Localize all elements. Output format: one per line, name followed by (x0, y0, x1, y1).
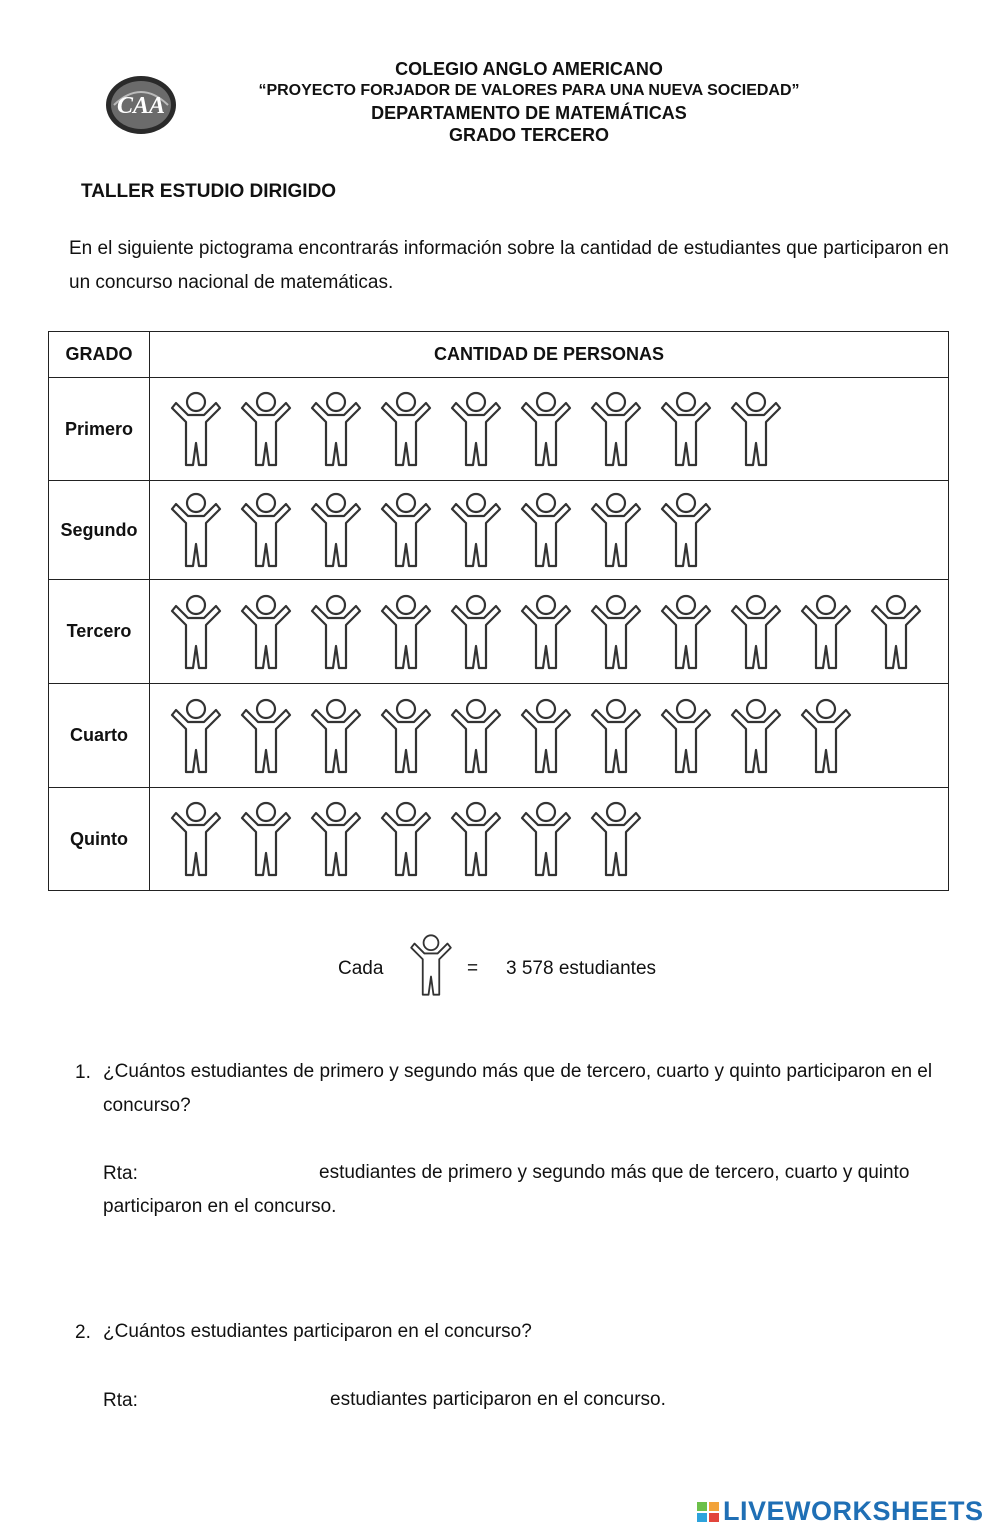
person-icon (518, 696, 574, 776)
workshop-title: TALLER ESTUDIO DIRIGIDO (81, 181, 337, 202)
person-icon (448, 490, 504, 570)
answer-text: estudiantes de primero y segundo más que de tercero, cuarto y quinto (319, 1162, 910, 1183)
person-icon (518, 389, 574, 469)
question-text: ¿Cuántos estudiantes participaron en el concurso? (103, 1321, 532, 1342)
person-icon (308, 490, 364, 570)
person-icon (658, 696, 714, 776)
person-icon (868, 592, 924, 672)
answer-text: estudiantes participaron en el concurso. (330, 1389, 666, 1410)
table-header-row (49, 332, 949, 378)
brand-name: LIVEWORKSHEETS (723, 1496, 984, 1526)
legend-equals: = (467, 958, 479, 979)
table-row (49, 788, 949, 891)
person-icon (518, 799, 574, 879)
person-icon (448, 799, 504, 879)
icons-cell (150, 684, 949, 788)
brand-mark-icon (697, 1500, 721, 1524)
department-name: DEPARTAMENTO DE MATEMÁTICAS (371, 103, 687, 123)
person-icon (448, 389, 504, 469)
icons-cell (150, 481, 949, 580)
icons-cell (150, 788, 949, 891)
person-icon (168, 389, 224, 469)
grade-label: Cuarto (49, 684, 150, 788)
person-icon (168, 696, 224, 776)
header-grade: GRADO (49, 332, 150, 378)
grade-label: Tercero (49, 580, 150, 684)
document-header (0, 58, 1000, 146)
person-icon (588, 592, 644, 672)
person-icon (378, 490, 434, 570)
person-icon (238, 389, 294, 469)
question-text: ¿Cuántos estudiantes de primero y segundo más que de tercero, cuarto y quinto participaron en el concurso? (103, 1061, 933, 1116)
person-icon (518, 490, 574, 570)
grade-label: Segundo (49, 481, 150, 580)
person-icon (238, 592, 294, 672)
answer-label: Rta: (103, 1163, 138, 1184)
icons-cell (150, 378, 949, 481)
question-number: 1. (75, 1062, 91, 1083)
header-quantity: CANTIDAD DE PERSONAS (150, 332, 949, 378)
person-icon (168, 799, 224, 879)
legend-cada: Cada (338, 958, 384, 979)
person-icon (588, 490, 644, 570)
table-row (49, 580, 949, 684)
intro-paragraph: En el siguiente pictograma encontrarás información sobre la cantidad de estudiantes que participaron en un concurso nacional de matemáticas. (69, 238, 949, 293)
table-row (49, 378, 949, 481)
person-icon (238, 696, 294, 776)
liveworksheets-brand (697, 1496, 984, 1527)
logo-text: CAA (116, 93, 166, 119)
pictogram-table (48, 331, 949, 891)
person-icon (798, 592, 854, 672)
person-icon (378, 696, 434, 776)
grade-level: GRADO TERCERO (448, 125, 609, 145)
person-icon (658, 490, 714, 570)
person-icon (308, 389, 364, 469)
answer-text: participaron en el concurso. (103, 1196, 337, 1217)
person-icon (378, 592, 434, 672)
person-icon (406, 932, 456, 998)
person-icon (308, 592, 364, 672)
person-icon (658, 389, 714, 469)
person-icon (448, 696, 504, 776)
grade-label: Quinto (49, 788, 150, 891)
question-number: 2. (75, 1322, 91, 1343)
person-icon (588, 696, 644, 776)
person-icon (448, 592, 504, 672)
legend-value: 3 578 estudiantes (506, 958, 657, 979)
person-icon (588, 389, 644, 469)
person-icon (658, 592, 714, 672)
grade-label: Primero (49, 378, 150, 481)
person-icon (728, 389, 784, 469)
person-icon (378, 799, 434, 879)
answer-input[interactable] (148, 1389, 324, 1413)
person-icon (238, 799, 294, 879)
table-row (49, 481, 949, 580)
answer-input[interactable] (148, 1162, 312, 1186)
school-name: COLEGIO ANGLO AMERICANO (395, 59, 663, 79)
person-icon (518, 592, 574, 672)
person-icon (798, 696, 854, 776)
table-row (49, 684, 949, 788)
person-icon (588, 799, 644, 879)
icons-cell (150, 580, 949, 684)
person-icon (378, 389, 434, 469)
person-icon (728, 592, 784, 672)
person-icon (728, 696, 784, 776)
person-icon (168, 490, 224, 570)
person-icon (308, 696, 364, 776)
person-icon (238, 490, 294, 570)
person-icon (168, 592, 224, 672)
project-slogan: “PROYECTO FORJADOR DE VALORES PARA UNA NUEVA SOCIEDAD” (258, 82, 800, 99)
person-icon (308, 799, 364, 879)
answer-label: Rta: (103, 1390, 138, 1411)
